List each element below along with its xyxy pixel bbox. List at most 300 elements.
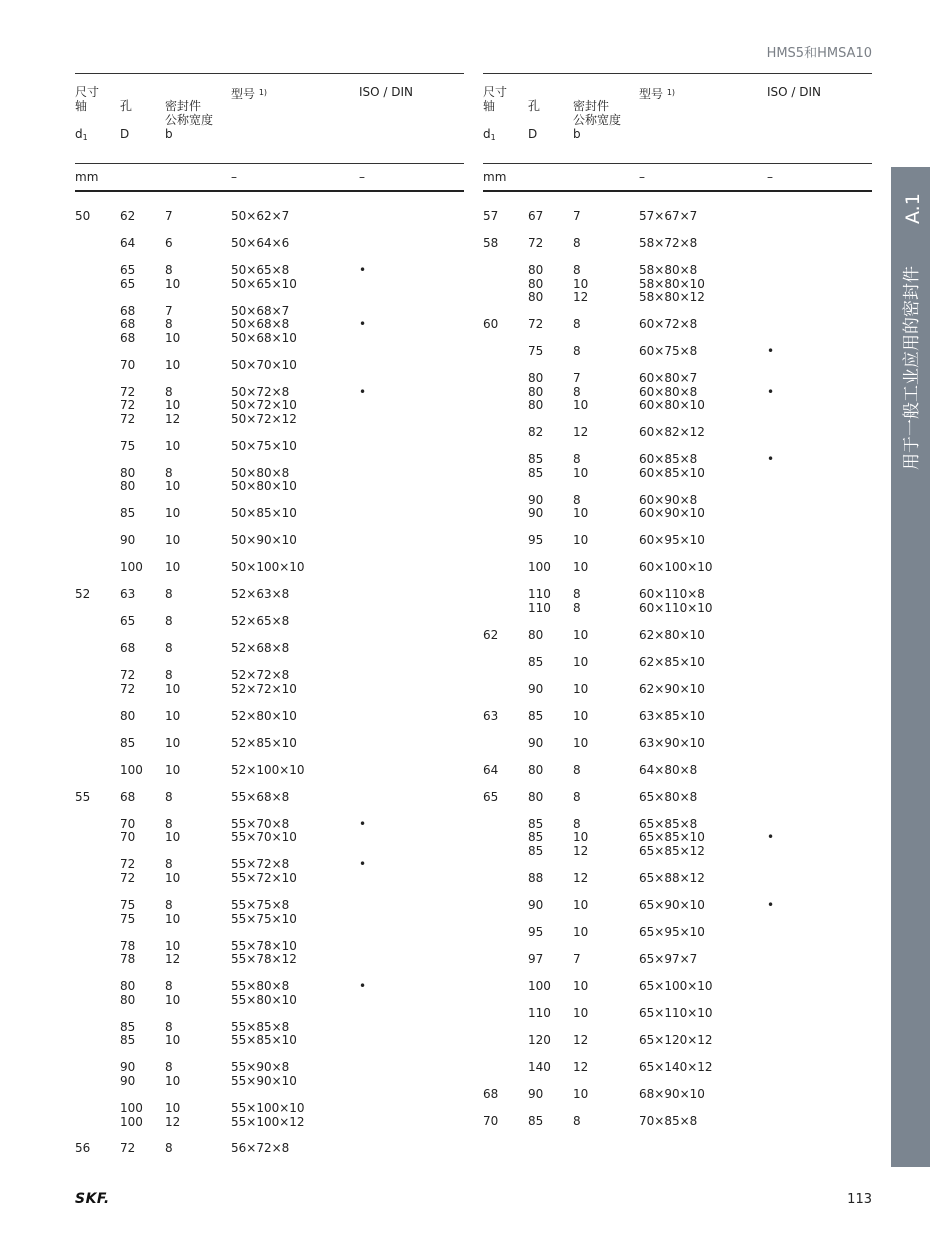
cell-iso-din [359, 332, 419, 346]
cell-shaft-d1 [483, 656, 528, 670]
row-group [483, 899, 872, 913]
row-group [75, 764, 464, 778]
cell-iso-din [359, 1102, 419, 1116]
cell-designation: 50×72×8 [231, 384, 290, 399]
cell-shaft-d1 [483, 1061, 528, 1075]
row-group [75, 467, 464, 494]
cell-shaft-d1: 58 [483, 235, 499, 250]
cell-shaft-d1 [75, 264, 120, 278]
cell-shaft-d1 [483, 507, 528, 521]
cell-width-b: 12 [165, 1114, 181, 1129]
cell-bore-D: 72 [528, 235, 544, 250]
cell-width-b: 7 [165, 209, 173, 223]
cell-shaft-d1 [75, 642, 120, 656]
side-tab-section: A.1 [902, 193, 924, 224]
cell-iso-din [359, 615, 419, 629]
cell-bore-D: 75 [120, 438, 136, 453]
cell-width-b: 10 [165, 506, 181, 521]
cell-bore-D: 72 [120, 1141, 136, 1156]
cell-iso-din [767, 1088, 827, 1102]
cell-bore-D: 97 [528, 951, 544, 966]
cell-iso-din: • [359, 262, 367, 277]
cell-shaft-d1: 68 [483, 1086, 499, 1101]
cell-iso-din [359, 1021, 419, 1035]
table-row [483, 1007, 872, 1021]
cell-iso-din [767, 278, 827, 292]
cell-shaft-d1 [75, 480, 120, 494]
cell-bore-D: 100 [120, 762, 143, 777]
cell-iso-din [767, 791, 827, 805]
cell-iso-din [767, 588, 827, 602]
cell-bore-D: 75 [528, 344, 544, 359]
right-table-body [483, 210, 872, 1128]
cell-shaft-d1 [483, 872, 528, 886]
cell-width-b: 10 [573, 978, 589, 993]
cell-width-b: 10 [573, 627, 589, 642]
cell-bore-D: 95 [528, 533, 544, 548]
row-group [483, 1088, 872, 1102]
cell-bore-D: 90 [120, 533, 136, 548]
cell-designation: 50×65×10 [231, 276, 297, 291]
cell-iso-din [359, 440, 419, 454]
cell-width-b: 10 [165, 357, 181, 372]
cell-iso-din [359, 561, 419, 575]
cell-designation: 55×80×8 [231, 979, 290, 994]
table-row [483, 764, 872, 778]
cell-iso-din [767, 372, 827, 386]
cell-iso-din [767, 291, 827, 305]
running-title: HMS5和HMSA10 [766, 46, 872, 61]
cell-bore-D: 85 [120, 506, 136, 521]
cell-width-b: 8 [165, 1141, 173, 1156]
cell-iso-din [767, 602, 827, 616]
cell-width-b: 8 [165, 816, 173, 831]
row-group [483, 588, 872, 615]
cell-bore-D: 80 [528, 262, 544, 277]
table-row [75, 669, 464, 683]
cell-designation: 52×85×10 [231, 735, 297, 750]
cell-width-b: 10 [165, 992, 181, 1007]
cell-designation: 65×140×12 [639, 1059, 713, 1074]
cell-designation: 52×68×8 [231, 641, 290, 656]
cell-shaft-d1: 63 [483, 708, 499, 723]
cell-designation: 50×68×7 [231, 303, 290, 318]
cell-designation: 50×75×10 [231, 438, 297, 453]
row-group [483, 237, 872, 251]
row-group [483, 1115, 872, 1129]
table-row [75, 440, 464, 454]
cell-shaft-d1 [75, 872, 120, 886]
cell-designation: 60×95×10 [639, 533, 705, 548]
row-group [483, 1061, 872, 1075]
cell-designation: 60×85×10 [639, 465, 705, 480]
cell-shaft-d1 [483, 899, 528, 913]
cell-designation: 52×65×8 [231, 614, 290, 629]
cell-width-b: 10 [573, 654, 589, 669]
unit-dash: – [639, 170, 645, 184]
cell-shaft-d1 [483, 386, 528, 400]
cell-bore-D: 90 [528, 898, 544, 913]
cell-designation: 50×68×8 [231, 317, 290, 332]
row-group [75, 710, 464, 724]
cell-designation: 58×72×8 [639, 235, 698, 250]
cell-shaft-d1 [483, 345, 528, 359]
cell-designation: 65×97×7 [639, 951, 698, 966]
header-seal-width-2: 公称宽度 [573, 113, 622, 127]
cell-designation: 55×90×8 [231, 1060, 290, 1075]
cell-shaft-d1 [75, 737, 120, 751]
cell-iso-din [767, 561, 827, 575]
row-group [483, 534, 872, 548]
cell-width-b: 12 [573, 290, 589, 305]
cell-shaft-d1 [75, 1116, 120, 1130]
table-row [483, 1088, 872, 1102]
cell-designation: 60×80×8 [639, 384, 698, 399]
cell-iso-din [359, 480, 419, 494]
cell-bore-D: 80 [120, 708, 136, 723]
cell-iso-din [767, 737, 827, 751]
cell-iso-din [359, 737, 419, 751]
table-row [75, 332, 464, 346]
row-group [483, 926, 872, 940]
cell-bore-D: 90 [120, 1060, 136, 1075]
cell-bore-D: 80 [120, 479, 136, 494]
table-row [75, 210, 464, 224]
cell-shaft-d1 [483, 845, 528, 859]
cell-bore-D: 70 [120, 816, 136, 831]
table-row [75, 1142, 464, 1156]
cell-bore-D: 72 [120, 857, 136, 872]
row-group [75, 210, 464, 224]
row-group [75, 1061, 464, 1088]
cell-shaft-d1 [75, 413, 120, 427]
cell-shaft-d1 [75, 899, 120, 913]
cell-designation: 60×110×10 [639, 600, 713, 615]
cell-iso-din: • [359, 857, 367, 872]
cell-width-b: 8 [573, 384, 581, 399]
cell-width-b: 8 [573, 587, 581, 602]
cell-shaft-d1 [75, 669, 120, 683]
table-row [75, 831, 464, 845]
row-group [483, 345, 872, 359]
cell-designation: 55×100×12 [231, 1114, 305, 1129]
cell-bore-D: 72 [120, 681, 136, 696]
table-row [75, 386, 464, 400]
cell-designation: 55×75×8 [231, 898, 290, 913]
cell-designation: 52×63×8 [231, 587, 290, 602]
table-row [483, 629, 872, 643]
cell-bore-D: 62 [120, 209, 136, 223]
cell-designation: 50×90×10 [231, 533, 297, 548]
cell-iso-din [767, 494, 827, 508]
cell-iso-din [359, 764, 419, 778]
cell-shaft-d1 [75, 440, 120, 454]
cell-bore-D: 140 [528, 1059, 551, 1074]
cell-designation: 52×80×10 [231, 708, 297, 723]
row-group [483, 561, 872, 575]
cell-shaft-d1 [75, 940, 120, 954]
table-row [75, 940, 464, 954]
header-designation: 型号 $^{1)}$ [231, 87, 268, 101]
cell-bore-D: 90 [528, 1086, 544, 1101]
cell-width-b: 8 [165, 465, 173, 480]
cell-iso-din: • [767, 898, 775, 913]
cell-iso-din [767, 656, 827, 670]
cell-bore-D: 100 [528, 978, 551, 993]
header-shaft: 轴 [75, 99, 88, 113]
cell-bore-D: 68 [120, 303, 136, 318]
cell-iso-din [359, 237, 419, 251]
cell-bore-D: 100 [120, 1100, 143, 1115]
cell-width-b: 8 [573, 816, 581, 831]
cell-shaft-d1 [75, 858, 120, 872]
table-row [483, 561, 872, 575]
row-group [75, 386, 464, 427]
cell-width-b: 10 [573, 560, 589, 575]
cell-iso-din [767, 1115, 827, 1129]
row-group [75, 359, 464, 373]
cell-iso-din [359, 210, 419, 224]
cell-width-b: 10 [573, 708, 589, 723]
cell-shaft-d1 [75, 1102, 120, 1116]
side-tab-svg [893, 260, 929, 480]
skf-logo-svg [75, 1190, 123, 1208]
cell-designation: 50×62×7 [231, 209, 290, 223]
table-row [75, 588, 464, 602]
unit-dash: – [231, 170, 237, 184]
cell-iso-din [767, 845, 827, 859]
row-group [75, 899, 464, 926]
cell-bore-D: 85 [528, 654, 544, 669]
table-row [75, 561, 464, 575]
header-b: b [573, 127, 581, 141]
table-row [483, 872, 872, 886]
cell-bore-D: 85 [120, 1019, 136, 1034]
cell-iso-din [767, 629, 827, 643]
row-group [483, 264, 872, 305]
cell-width-b: 8 [165, 317, 173, 332]
cell-width-b: 8 [573, 452, 581, 467]
cell-designation: 58×80×10 [639, 276, 705, 291]
cell-width-b: 8 [573, 1113, 581, 1128]
cell-width-b: 10 [573, 898, 589, 913]
cell-width-b: 10 [165, 708, 181, 723]
cell-iso-din [359, 507, 419, 521]
cell-designation: 50×65×8 [231, 262, 290, 277]
cell-iso-din [359, 669, 419, 683]
header-seal-width-1: 密封件 [165, 99, 202, 113]
row-group [483, 494, 872, 521]
cell-iso-din [767, 710, 827, 724]
table-row [483, 845, 872, 859]
table-row [75, 764, 464, 778]
cell-bore-D: 78 [120, 952, 136, 967]
table-bottom-rule [483, 190, 872, 192]
cell-iso-din [359, 588, 419, 602]
table-row [75, 1102, 464, 1116]
table-row [75, 1061, 464, 1075]
table-row [75, 791, 464, 805]
cell-shaft-d1 [483, 453, 528, 467]
cell-designation: 52×100×10 [231, 762, 305, 777]
cell-width-b: 10 [165, 762, 181, 777]
cell-shaft-d1 [483, 494, 528, 508]
cell-shaft-d1 [75, 359, 120, 373]
cell-shaft-d1 [483, 588, 528, 602]
table-row [483, 588, 872, 602]
cell-width-b: 10 [573, 465, 589, 480]
table-row [483, 1061, 872, 1075]
cell-shaft-d1 [483, 831, 528, 845]
cell-shaft-d1 [483, 426, 528, 440]
table-row [483, 926, 872, 940]
row-group [75, 791, 464, 805]
cell-iso-din [359, 1061, 419, 1075]
cell-designation: 58×80×8 [639, 262, 698, 277]
cell-shaft-d1: 60 [483, 317, 499, 332]
cell-bore-D: 90 [528, 506, 544, 521]
cell-iso-din [767, 683, 827, 697]
cell-bore-D: 72 [120, 871, 136, 886]
table-row [483, 507, 872, 521]
cell-iso-din [767, 507, 827, 521]
header-shaft: 轴 [483, 99, 496, 113]
cell-shaft-d1 [75, 507, 120, 521]
cell-iso-din [359, 534, 419, 548]
table-row [483, 710, 872, 724]
cell-iso-din: • [767, 384, 775, 399]
cell-bore-D: 85 [528, 816, 544, 831]
row-group [483, 818, 872, 859]
section-number-box [893, 180, 929, 230]
cell-bore-D: 90 [528, 681, 544, 696]
cell-width-b: 10 [573, 735, 589, 750]
cell-bore-D: 110 [528, 1005, 551, 1020]
cell-iso-din [767, 467, 827, 481]
cell-width-b: 10 [573, 1005, 589, 1020]
row-group [75, 980, 464, 1007]
table-row [483, 494, 872, 508]
cell-designation: 55×70×8 [231, 816, 290, 831]
cell-bore-D: 88 [528, 871, 544, 886]
cell-designation: 62×80×10 [639, 627, 705, 642]
table-row [75, 278, 464, 292]
cell-width-b: 12 [165, 952, 181, 967]
cell-shaft-d1: 65 [483, 789, 499, 804]
unit-dash: – [359, 170, 365, 184]
cell-bore-D: 80 [528, 762, 544, 777]
page-number: 113 [847, 1192, 872, 1207]
cell-bore-D: 100 [120, 560, 143, 575]
table-row [75, 237, 464, 251]
table-row [483, 737, 872, 751]
table-row [75, 872, 464, 886]
cell-designation: 68×90×10 [639, 1086, 705, 1101]
cell-bore-D: 85 [528, 708, 544, 723]
cell-iso-din [359, 831, 419, 845]
table-row [483, 602, 872, 616]
cell-designation: 52×72×8 [231, 668, 290, 683]
header-bore: 孔 [120, 99, 133, 113]
header-size: 尺寸 [483, 85, 508, 99]
cell-bore-D: 68 [120, 330, 136, 345]
cell-width-b: 10 [165, 1033, 181, 1048]
table-row [75, 1075, 464, 1089]
cell-width-b: 10 [573, 1086, 589, 1101]
cell-shaft-d1 [483, 534, 528, 548]
cell-iso-din: • [767, 452, 775, 467]
row-group [483, 372, 872, 413]
cell-bore-D: 80 [528, 627, 544, 642]
row-group [75, 588, 464, 602]
row-group [483, 1034, 872, 1048]
cell-width-b: 10 [573, 925, 589, 939]
cell-width-b: 8 [165, 979, 173, 994]
table-row [483, 399, 872, 413]
row-group [483, 872, 872, 886]
cell-shaft-d1 [483, 953, 528, 967]
cell-width-b: 10 [573, 276, 589, 291]
table-row [75, 264, 464, 278]
cell-designation: 62×85×10 [639, 654, 705, 669]
cell-shaft-d1 [75, 399, 120, 413]
cell-shaft-d1 [75, 953, 120, 967]
cell-shaft-d1 [75, 237, 120, 251]
cell-shaft-d1 [75, 1061, 120, 1075]
cell-width-b: 8 [165, 262, 173, 277]
row-group [483, 453, 872, 480]
table-row [483, 534, 872, 548]
cell-bore-D: 67 [528, 209, 544, 223]
unit-dash: – [767, 170, 773, 184]
row-group [75, 237, 464, 251]
cell-shaft-d1 [75, 818, 120, 832]
cell-shaft-d1 [75, 318, 120, 332]
cell-bore-D: 80 [120, 465, 136, 480]
cell-bore-D: 68 [120, 317, 136, 332]
row-group [483, 791, 872, 805]
cell-width-b: 10 [573, 506, 589, 521]
cell-iso-din [767, 318, 827, 332]
cell-bore-D: 68 [120, 641, 136, 656]
units-row [483, 164, 872, 190]
left-table-body [75, 210, 464, 1156]
row-group [483, 210, 872, 224]
table-row [75, 980, 464, 994]
cell-shaft-d1 [483, 737, 528, 751]
cell-designation: 63×90×10 [639, 735, 705, 750]
cell-iso-din [359, 1142, 419, 1156]
table-row [75, 818, 464, 832]
cell-bore-D: 110 [528, 587, 551, 602]
table-row [75, 615, 464, 629]
cell-bore-D: 80 [528, 789, 544, 804]
cell-bore-D: 80 [528, 371, 544, 386]
cell-width-b: 8 [165, 668, 173, 683]
row-group [483, 1007, 872, 1021]
cell-shaft-d1: 52 [75, 587, 91, 602]
cell-iso-din [359, 399, 419, 413]
cell-shaft-d1 [75, 913, 120, 927]
cell-iso-din [767, 1007, 827, 1021]
table-row [75, 480, 464, 494]
cell-iso-din [767, 1034, 827, 1048]
cell-designation: 55×100×10 [231, 1100, 305, 1115]
cell-iso-din [359, 642, 419, 656]
cell-designation: 60×72×8 [639, 317, 698, 332]
table-row [483, 345, 872, 359]
table-row [483, 818, 872, 832]
